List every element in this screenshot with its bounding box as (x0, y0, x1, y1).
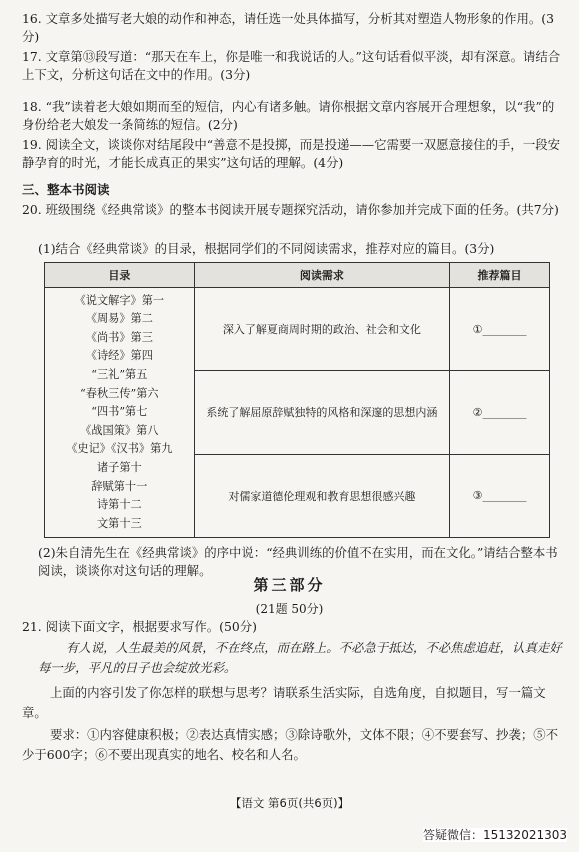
part-title: 第三部分 (253, 576, 326, 594)
page-footer: 【语文 第6页(共6页)】 (229, 796, 350, 810)
reading-need: 深入了解夏商周时期的政治、社会和文化 (194, 288, 449, 371)
question-20-sub1: (1)结合《经典常谈》的目录，根据同学们的不同阅读需求，推荐对应的篇目。(3分) (38, 241, 495, 256)
toc-item: “三礼”第五 (91, 368, 148, 382)
toc-item: 《周易》第二 (85, 312, 153, 326)
toc-item: 《诗经》第四 (85, 349, 153, 363)
reading-need: 对儒家道德伦理观和教育思想很感兴趣 (194, 454, 449, 537)
toc-item: 《说文解字》第一 (74, 293, 165, 307)
question-17: 17. 文章第⑬段写道：“那天在车上，你是唯一和我说话的人。”这句话看似平淡，却有深意。请结合上下文，分析这句话在文中的作用。(3分) (22, 49, 561, 82)
recommendation-table (44, 262, 550, 538)
contact-text: 答疑微信：15132021303 (423, 828, 567, 842)
toc-item: “春秋三传”第六 (80, 386, 159, 400)
answer-blank[interactable]: ③________ (450, 454, 550, 537)
question-16: 16. 文章多处描写老大娘的动作和神态，请任选一处具体描写，分析其对塑造人物形象的作用。(3分) (22, 11, 554, 44)
table-header: 阅读需求 (194, 263, 449, 288)
question-18: 18. “我”读着老大娘如期而至的短信，内心有诸多触。请你根据文章内容展开合理想象，以“我”的身份给老大娘发一条简练的短信。(2分) (22, 99, 555, 132)
table-row (45, 288, 550, 371)
answer-blank[interactable]: ①________ (450, 288, 550, 371)
table-header-row (45, 263, 550, 288)
question-19: 19. 阅读全文，谈谈你对结尾段中“善意不是投掷，而是投递——它需要一双愿意接住的手，一段安静孕育的时光，才能长成真正的果实”这句话的理解。(4分) (22, 137, 560, 170)
table-header: 目录 (45, 263, 195, 288)
essay-requirements: 要求：①内容健康积极；②表达真情实感；③除诗歌外，文体不限；④不要套写、抄袭；⑤不少于600字；⑥不要出现真实的地名、校名和人名。 (22, 727, 559, 762)
toc-item: “四书”第七 (91, 405, 148, 419)
question-20-intro: 20. 班级围绕《经典常谈》的整本书阅读开展专题探究活动，请你参加并完成下面的任务。(共7分) (22, 202, 559, 217)
essay-quote: 有人说，人生最美的风景，不在终点，而在路上。不必急于抵达，不必焦虑追赶，认真走好每一步，平凡的日子也会绽放光彩。 (38, 640, 562, 675)
part-subtitle: (21题 50分) (255, 602, 324, 616)
contact-info (423, 826, 567, 843)
toc-item: 诗第十二 (96, 498, 142, 512)
reading-need: 系统了解屈原辞赋独特的风格和深邃的思想内涵 (194, 371, 449, 454)
question-20-sub2: (2)朱自清先生在《经典常谈》的序中说：“经典训练的价值不在实用，而在文化。”请结合整本书阅读，谈谈你对这句话的理解。 (38, 545, 558, 578)
table-header: 推荐篇目 (450, 263, 550, 288)
toc-item: 《史记》《汉书》第九 (66, 442, 173, 456)
essay-prompt: 上面的内容引发了你怎样的联想与思考？请联系生活实际，自选角度，自拟题目，写一篇文章。 (22, 685, 546, 720)
toc-item: 《尚书》第三 (85, 330, 153, 344)
toc-cell (45, 288, 195, 538)
toc-item: 《战国策》第八 (80, 423, 159, 437)
question-21: 21. 阅读下面文字，根据要求写作。(50分) (22, 619, 257, 634)
toc-item: 辞赋第十一 (91, 479, 148, 493)
section-heading: 三、整本书阅读 (22, 182, 110, 197)
toc-item: 文第十三 (96, 516, 142, 530)
toc-item: 诸子第十 (96, 460, 142, 474)
answer-blank[interactable]: ②________ (450, 371, 550, 454)
